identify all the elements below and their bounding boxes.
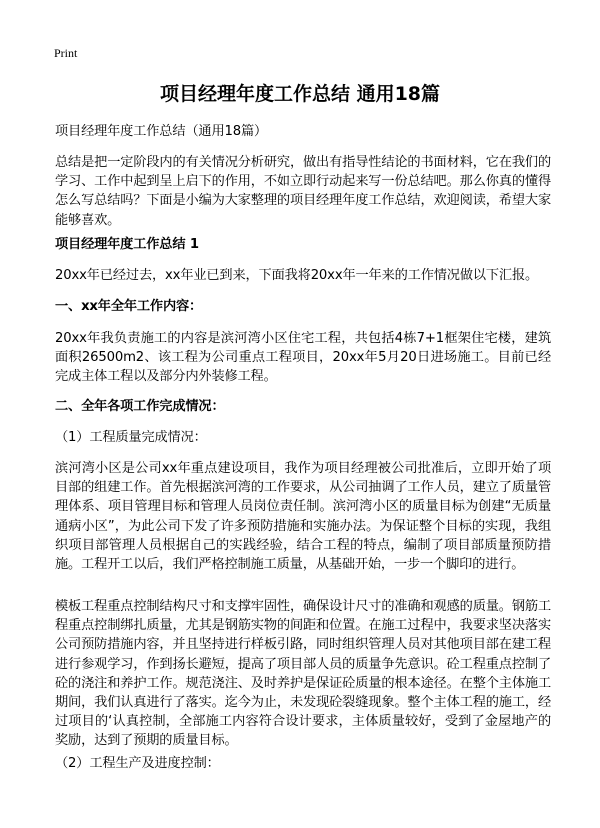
- subsection-1-body: 滨河湾小区是公司xx年重点建设项目，我作为项目经理被公司批准后，立即开始了项目部的组建工作。首先根据滨河湾的工作要求，从公司抽调了工作人员，建立了质量管理体系、项目管理目标和管理人员岗位责任制。滨河湾小区的质量目标为创建“无质量通病小区”，为此公司下发了许多预防措施和实施办法。为保证整个目标的实现，我组织项目部管理人员根据自己的实践经验，结合工程的特点，编制了项目部质量预防措施。工程开工以后，我们严格控制施工质量，从基础开始，一步一个脚印的进行。: [55, 461, 551, 573]
- section-1-intro: 20xx年已经过去，xx年业已到来，下面我将20xx年一年来的工作情况做以下汇报。: [55, 268, 539, 283]
- subsection-1-heading: （1）工程质量完成情况：: [55, 430, 207, 445]
- subsection-2-heading: （2）工程生产及进度控制：: [55, 756, 220, 771]
- section-heading-1: 项目经理年度工作总结 1: [55, 237, 199, 252]
- document-subtitle: 项目经理年度工作总结（通用18篇）: [55, 124, 268, 139]
- page-title: 项目经理年度工作总结 通用18篇: [159, 83, 441, 105]
- part-1-body: 20xx年我负责施工的内容是滨河湾小区住宅工程，共包括4栋7+1框架住宅楼，建筑面积26500m2、该工程为公司重点工程项目，20xx年5月20日进场施工。目前已经完成主体工程以及部分内外装修工程。: [55, 331, 551, 385]
- part-1-heading: 一、xx年全年工作内容：: [55, 299, 203, 314]
- part-2-heading: 二、全年各项工作完成情况：: [55, 399, 225, 414]
- print-label: Print: [54, 46, 78, 60]
- intro-paragraph: 总结是把一定阶段内的有关情况分析研究，做出有指导性结论的书面材料，它在我们的学习、工作中起到呈上启下的作用，不如立即行动起来写一份总结吧。那么你真的懂得怎么写总结吗？下面是小编为大家整理的项目经理年度工作总结，欢迎阅读，希望大家能够喜欢。: [55, 155, 551, 228]
- subsection-1-body-2: 模板工程重点控制结构尺寸和支撑牢固性，确保设计尺寸的准确和观感的质量。钢筋工程重点控制绑扎质量，尤其是钢筋实物的间距和位置。在施工过程中，我要求坚决落实公司预防措施内容，并且坚持进行样板引路，同时组织管理人员对其他项目部在建工程进行参观学习，作到扬长避短，提高了项目部人员的质量争先意识。砼工程重点控制了砼的浇注和养护工作。规范浇注、及时养护是保证砼质量的根本途径。在整个主体施工期间，我们认真进行了落实。迄今为止，未发现砼裂缝现象。整个主体工程的施工，经过项目的‘认真控制，全部施工内容符合设计要求，主体质量较好，受到了金屋地产的奖励，达到了预期的质量目标。: [55, 599, 551, 749]
